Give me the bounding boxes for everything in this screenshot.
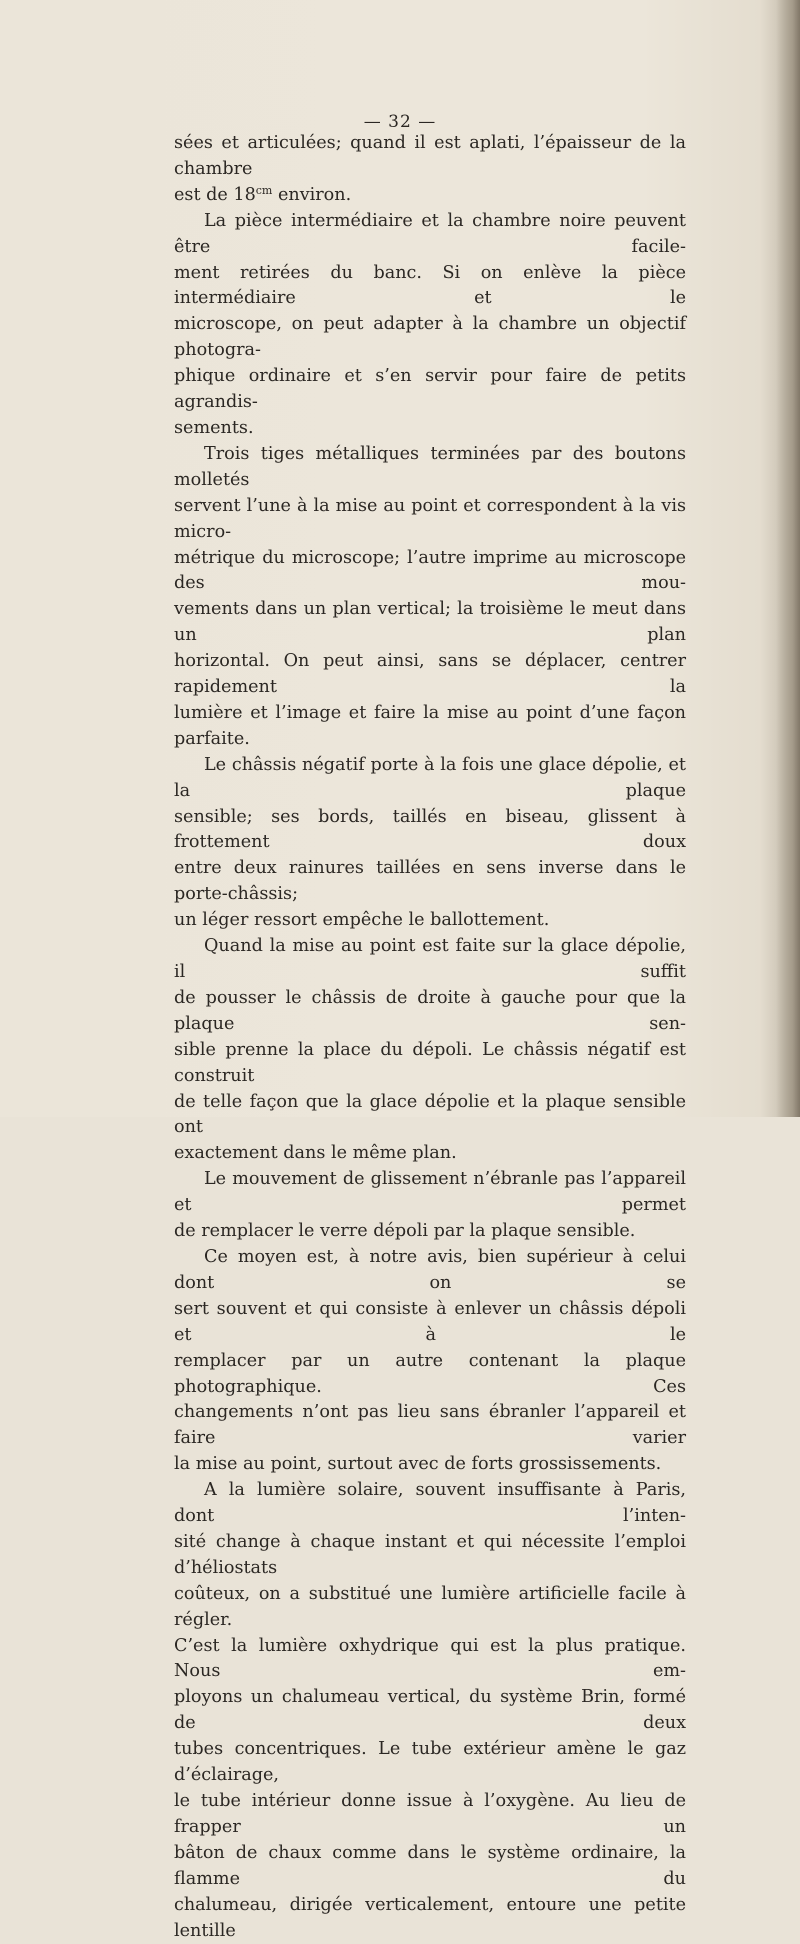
text-line: lumière et l’image et faire la mise au point d’une façon parfaite.	[174, 702, 686, 749]
text-line: le tube intérieur donne issue à l’oxygène. Au lieu de frapper un	[174, 1791, 686, 1837]
text-line: remplacer par un autre contenant la plaque photographique. Ces	[174, 1350, 686, 1397]
text-line: la mise au point, surtout avec de forts grossissements.	[174, 1454, 662, 1475]
text-line: microscope, on peut adapter à la chambre un objectif photogra-	[174, 314, 686, 361]
text-line: A la lumière solaire, souvent insuffisante à Paris, dont l’inten-	[174, 1480, 686, 1527]
paragraph	[174, 1245, 686, 1478]
paragraph	[174, 753, 686, 934]
text-line: coûteux, on a substitué une lumière artificielle facile à régler.	[174, 1583, 686, 1630]
page-edge-shadow	[776, 0, 800, 1117]
text-line: Ce moyen est, à notre avis, bien supérieur à celui dont on se	[174, 1246, 686, 1293]
paragraph	[174, 131, 686, 209]
text-line: sible prenne la place du dépoli. Le châssis négatif est construit	[174, 1039, 686, 1086]
text-line: Trois tiges métalliques terminées par des boutons molletés	[174, 443, 686, 490]
text-line: vements dans un plan vertical; la troisième le meut dans un plan	[174, 599, 686, 646]
text-line: La pièce intermédiaire et la chambre noire peuvent être facile-	[174, 210, 686, 257]
text-line: sert souvent et qui consiste à enlever un châssis dépoli et à le	[174, 1298, 686, 1345]
text-line: sées et articulées; quand il est aplati, l’épaisseur de la chambre	[174, 133, 686, 179]
text-line: bâton de chaux comme dans le système ordinaire, la flamme du	[174, 1842, 686, 1889]
text-line: horizontal. On peut ainsi, sans se déplacer, centrer rapidement la	[174, 651, 686, 698]
paragraph	[174, 1167, 686, 1245]
text-line: de pousser le châssis de droite à gauche pour que la plaque sen-	[174, 987, 686, 1034]
paragraph	[174, 209, 686, 442]
text-line: entre deux rainures taillées en sens inverse dans le porte-châssis;	[174, 858, 686, 905]
body-text	[174, 131, 686, 1944]
paragraph	[174, 442, 686, 753]
text-line: sensible; ses bords, taillés en biseau, glissent à frottement doux	[174, 806, 686, 853]
text-line: ment retirées du banc. Si on enlève la pièce intermédiaire et le	[174, 262, 686, 309]
text-line: Le châssis négatif porte à la fois une glace dépolie, et la plaque	[174, 754, 686, 801]
paragraph	[174, 934, 686, 1167]
text-line: servent l’une à la mise au point et correspondent à la vis micro-	[174, 495, 686, 542]
text-line: de remplacer le verre dépoli par la plaque sensible.	[174, 1221, 636, 1242]
text-line: Quand la mise au point est faite sur la glace dépolie, il suffit	[174, 936, 686, 982]
text-line: de telle façon que la glace dépolie et la plaque sensible ont	[174, 1091, 686, 1138]
text-line: sements.	[174, 417, 254, 438]
text-line: un léger ressort empêche le ballottement.	[174, 910, 550, 931]
text-line: tubes concentriques. Le tube extérieur amène le gaz d’éclairage,	[174, 1739, 686, 1786]
text-line: chalumeau, dirigée verticalement, entoure une petite lentille	[174, 1894, 686, 1941]
text-line: phique ordinaire et s’en servir pour faire de petits agrandis-	[174, 366, 686, 413]
text-line: C’est la lumière oxhydrique qui est la plus pratique. Nous em-	[174, 1635, 686, 1682]
text-line: exactement dans le même plan.	[174, 1143, 457, 1164]
text-line: sité change à chaque instant et qui nécessite l’emploi d’héliostats	[174, 1531, 686, 1578]
text-line: ployons un chalumeau vertical, du système Brin, formé de deux	[174, 1687, 686, 1734]
text-line: métrique du microscope; l’autre imprime au microscope des mou-	[174, 547, 686, 594]
text-line: est de $18^{cm}$ environ.	[174, 183, 352, 205]
paragraph	[174, 1478, 686, 1944]
page-number: — 32 —	[363, 112, 437, 132]
text-line: Le mouvement de glissement n’ébranle pas l’appareil et permet	[174, 1169, 686, 1216]
text-line: changements n’ont pas lieu sans ébranler l’appareil et faire varier	[174, 1402, 686, 1449]
